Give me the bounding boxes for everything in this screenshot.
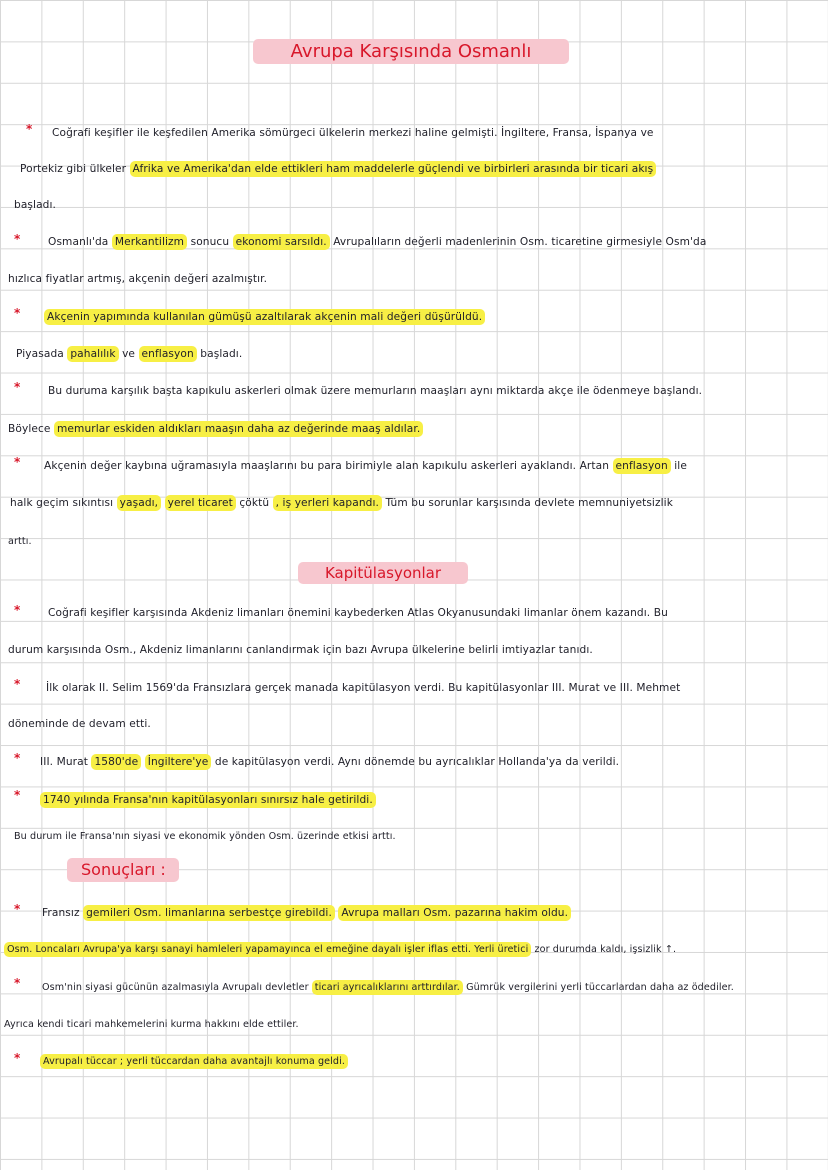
note-line-12: arttı. — [8, 536, 32, 547]
note-line-5: hızlıca fiyatlar artmış, akçenin değeri azalmıştır. — [8, 273, 268, 285]
bullet-marker: * — [14, 751, 21, 765]
note-line-20: Fransız gemileri Osm. limanlarına serbestçe girebildi. Avrupa malları Osm. pazarına hakim oldu. — [42, 905, 571, 921]
note-line-6 — [44, 309, 485, 325]
note-line-4: Osmanlı'da Merkantilizm sonucu ekonomi sarsıldı. Avrupalıların değerli madenlerinin Osm. ticaretine girmesiyle Osm'da — [48, 236, 707, 248]
bullet-marker: * — [14, 380, 21, 394]
note-line-17: III. Murat 1580'de İngiltere'ye de kapitülasyon verdi. Aynı dönemde bu ayrıcalıklar Hollanda'ya da verildi. — [40, 756, 620, 768]
bullet-marker: * — [14, 788, 21, 802]
highlight: Avrupa malları Osm. pazarına hakim oldu. — [338, 905, 571, 921]
section-title-sonuclari: Sonuçları : — [67, 858, 179, 882]
note-line-13: Coğrafi keşifler karşısında Akdeniz limanları önemini kaybederken Atlas Okyanusundaki limanlar önem kazandı. Bu — [48, 607, 668, 619]
bullet-marker: * — [14, 603, 21, 617]
bullet-marker: * — [14, 902, 21, 916]
note-line-24 — [40, 1054, 348, 1070]
bullet-marker: * — [14, 677, 21, 691]
note-line-7: Piyasada pahalılık ve enflasyon başladı. — [16, 348, 243, 360]
note-line-2: Portekiz gibi ülkeler Afrika ve Amerika'dan elde ettikleri ham maddelerle güçlendi ve birbirleri arasında bir ticari akış — [20, 161, 656, 177]
page-title: Avrupa Karşısında Osmanlı — [253, 39, 569, 64]
highlight: Merkantilizm — [112, 234, 187, 250]
highlight: İngiltere'ye — [145, 754, 212, 770]
note-line-11: halk geçim sıkıntısı yaşadı, yerel ticaret çöktü , iş yerleri kapandı. Tüm bu sorunlar karşısında devlete memnuniyetsizlik — [10, 497, 673, 509]
highlight: memurlar eskiden aldıkları maaşın daha az değerinde maaş aldılar. — [54, 421, 423, 437]
highlight: gemileri Osm. limanlarına serbestçe girebildi. — [83, 905, 335, 921]
highlight: pahalılık — [67, 346, 118, 362]
note-line-15: İlk olarak II. Selim 1569'da Fransızlara gerçek manada kapitülasyon verdi. Bu kapitülasyonlar III. Murat ve III. Mehmet — [46, 682, 681, 694]
highlight: yaşadı, — [117, 495, 162, 511]
note-line-23: Ayrıca kendi ticari mahkemelerini kurma hakkını elde ettiler. — [4, 1019, 299, 1030]
note-line-8: Bu duruma karşılık başta kapıkulu askerleri olmak üzere memurların maaşları aynı miktarda akçe ile ödenmeye başlandı. — [48, 385, 703, 397]
bullet-marker: * — [14, 232, 21, 246]
bullet-marker: * — [14, 1051, 21, 1065]
section-title-kapitulasyonlar: Kapitülasyonlar — [298, 562, 468, 584]
highlight: enflasyon — [139, 346, 197, 362]
highlight: yerel ticaret — [165, 495, 236, 511]
highlight: enflasyon — [613, 458, 671, 474]
highlight: 1740 yılında Fransa'nın kapitülasyonları sınırsız hale getirildi. — [40, 792, 376, 808]
note-line-10: Akçenin değer kaybına uğramasıyla maaşlarını bu para birimiyle alan kapıkulu askerleri ayaklandı. Artan enflasyon ile — [44, 460, 687, 472]
note-line-1: Coğrafi keşifler ile keşfedilen Amerika sömürgeci ülkelerin merkezi haline gelmişti. İngiltere, Fransa, İspanya ve — [52, 127, 654, 139]
bullet-marker: * — [14, 455, 21, 469]
bullet-marker: * — [26, 122, 33, 136]
note-line-21: Osm. Loncaları Avrupa'ya karşı sanayi hamleleri yapamayınca el emeğine dayalı işler iflas etti. Yerli üretici zor durumda kaldı, işsizlik ↑. — [4, 942, 676, 958]
note-line-16: döneminde de devam etti. — [8, 718, 151, 730]
note-line-9: Böylece memurlar eskiden aldıkları maaşın daha az değerinde maaş aldılar. — [8, 421, 423, 437]
note-line-22: Osm'nin siyasi gücünün azalmasıyla Avrupalı devletler ticari ayrıcalıklarını arttırdılar. Gümrük vergilerini yerli tüccarlardan daha az ödediler. — [42, 982, 734, 993]
note-line-3: başladı. — [14, 199, 57, 211]
bullet-marker: * — [14, 976, 21, 990]
highlight: 1580'de — [91, 754, 141, 770]
highlight: Avrupalı tüccar ; yerli tüccardan daha avantajlı konuma geldi. — [40, 1054, 348, 1069]
highlight: ticari ayrıcalıklarını arttırdılar. — [312, 980, 463, 995]
highlight: Afrika ve Amerika'dan elde ettikleri ham maddelerle güçlendi ve birbirleri arasında bir ticari akış — [130, 161, 657, 177]
note-line-18 — [40, 792, 376, 808]
highlight: Osm. Loncaları Avrupa'ya karşı sanayi hamleleri yapamayınca el emeğine dayalı işler iflas etti. Yerli üretici — [4, 942, 531, 957]
highlight: Akçenin yapımında kullanılan gümüşü azaltılarak akçenin mali değeri düşürüldü. — [44, 309, 485, 325]
note-line-14: durum karşısında Osm., Akdeniz limanlarını canlandırmak için bazı Avrupa ülkelerine belirli imtiyazlar tanıdı. — [8, 644, 593, 656]
highlight: ekonomi sarsıldı. — [233, 234, 330, 250]
bullet-marker: * — [14, 306, 21, 320]
highlight: , iş yerleri kapandı. — [273, 495, 382, 511]
note-line-19: Bu durum ile Fransa'nın siyasi ve ekonomik yönden Osm. üzerinde etkisi arttı. — [14, 831, 396, 842]
